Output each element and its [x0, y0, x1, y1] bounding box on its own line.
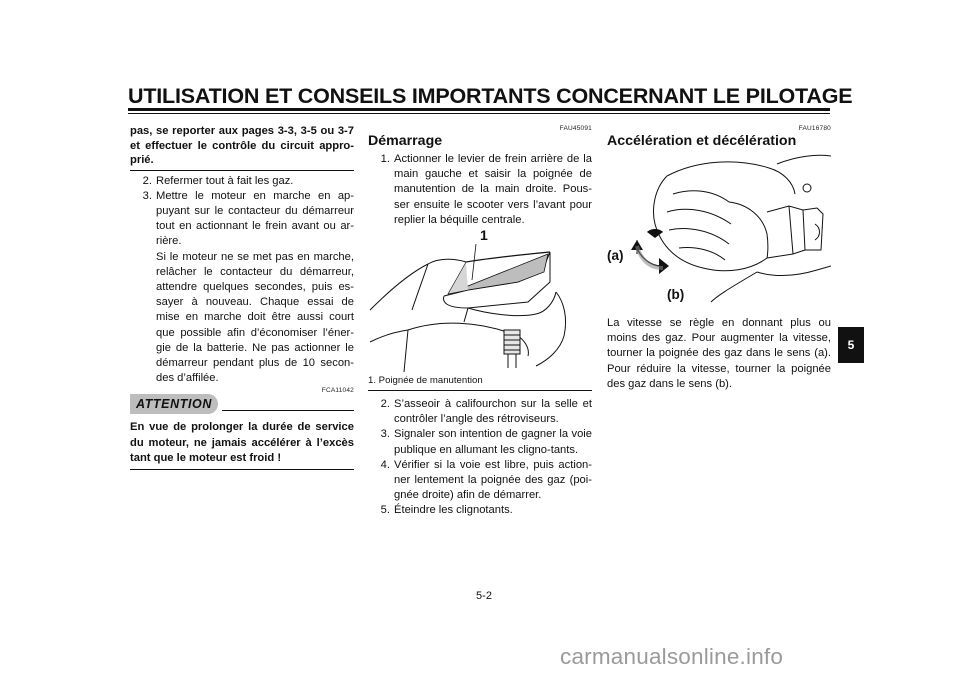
step-number: 2. — [142, 174, 152, 187]
page-number: 5-2 — [476, 590, 492, 602]
step-text: Vérifier si la voie est libre, puis action-ner lentement la poignée des gaz (poi-gnée droite) afin de démarrer. — [394, 458, 592, 502]
scooter-rear-illustration — [368, 232, 592, 372]
caption-rule — [368, 390, 592, 391]
column-left — [130, 124, 354, 470]
page-title: UTILISATION ET CONSEILS IMPORTANTS CONCERNANT LE PILOTAGE — [128, 84, 853, 108]
step-item — [368, 152, 592, 228]
direction-label-b: (b) — [667, 287, 685, 302]
step-number: 1. — [380, 153, 390, 165]
caution-rule — [130, 469, 354, 471]
intro-rule — [130, 170, 354, 171]
acceleration-paragraph: La vitesse se règle en donnant plus ou moins des gaz. Pour augmenter la vitesse, tourner la poignée des gaz dans le sens (a). Pour réduire la vitesse, tourner la poignée des gaz dans le sens (b). — [607, 317, 831, 390]
column-right — [607, 124, 831, 392]
step-number: 3. — [142, 189, 152, 202]
caution-code: FCA11042 — [321, 387, 354, 395]
direction-label-a: (a) — [607, 248, 624, 263]
step-text: Refermer tout à fait les gaz. — [156, 174, 294, 187]
step-number: 5. — [380, 504, 390, 517]
step-item — [130, 189, 354, 250]
attention-badge: ATTENTION — [130, 394, 218, 414]
section-code: FAU45091 — [559, 125, 592, 132]
throttle-grip-illustration — [607, 154, 831, 304]
step-item — [368, 458, 592, 504]
handle-figure — [368, 227, 592, 372]
throttle-figure — [607, 154, 831, 304]
intro-text: pas, se reporter aux pages 3-3, 3-5 ou 3-7 et effectuer le contrôle du circuit appro-prié. — [130, 125, 354, 166]
column-middle — [368, 124, 592, 519]
step-item — [130, 174, 354, 189]
attention-line — [222, 410, 354, 411]
title-rule — [128, 108, 830, 111]
step-note: Si le moteur ne se met pas en marche, relâcher le contacteur du démarreur, attendre quelques secondes, puis es-sayer à nouveau. Chaque essai de mise en marche doit être aussi court que possible afin d’économiser l’éner-gie de la batterie. Ne pas actionner le démarreur pendant plus de 10 secon-des d’affilée. — [156, 250, 354, 385]
section-heading-acceleration: Accélération et décélération — [607, 133, 797, 149]
step-number: 4. — [380, 458, 390, 471]
caution-text: En vue de prolonger la durée de service du moteur, ne jamais accélérer à l’excès tant que le moteur est froid ! — [130, 421, 354, 464]
figure-caption: 1. Poignée de manutention — [368, 375, 483, 387]
step-text: Éteindre les clignotants. — [394, 504, 513, 517]
section-heading-starting: Démarrage — [368, 133, 443, 149]
step-text: S’asseoir à califourchon sur la selle et contrôler l’angle des rétroviseurs. — [394, 398, 592, 426]
title-rule-thin — [128, 113, 830, 114]
section-code: FAU16780 — [798, 125, 831, 132]
step-item — [368, 427, 592, 457]
step-item — [368, 503, 592, 518]
step-number: 2. — [380, 398, 390, 411]
figure-callout-1: 1 — [480, 227, 488, 244]
attention-header — [130, 387, 354, 416]
step-item — [368, 397, 592, 427]
step-text: Actionner le levier de frein arrière de la main gauche et saisir la poignée de manutention de la main droite. Pous-ser ensuite le scooter vers l’avant pour replier la béquille centrale. — [394, 153, 592, 226]
chapter-tab[interactable]: 5 — [838, 327, 864, 363]
watermark: carmanualsonline.info — [560, 644, 784, 669]
step-text: Mettre le moteur en marche en ap-puyant sur le contacteur du démarreur tout en actionnant le frein avant ou ar-rière. — [156, 189, 354, 248]
step-text: Signaler son intention de gagner la voie publique en allumant les cligno-tants. — [394, 428, 592, 456]
step-number: 3. — [380, 428, 390, 441]
